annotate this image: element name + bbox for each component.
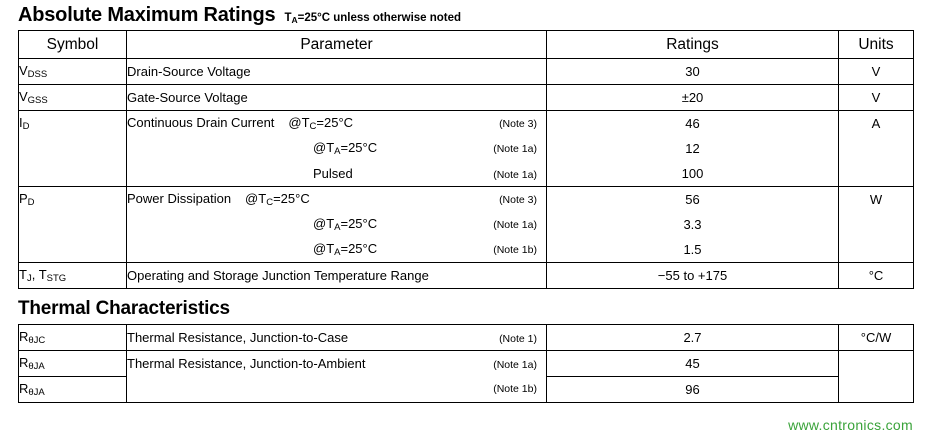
column-header-symbol: Symbol bbox=[19, 31, 127, 59]
parameter-label: Power Dissipation bbox=[127, 191, 232, 206]
table-row bbox=[19, 59, 914, 85]
absolute-maximum-ratings-table bbox=[18, 30, 914, 289]
condition-suffix: =25°C bbox=[340, 140, 378, 155]
row-parameter bbox=[127, 85, 547, 111]
heading-condition-note bbox=[284, 12, 461, 25]
row-rating: 3.3 bbox=[547, 212, 839, 237]
symbol-main: R bbox=[19, 381, 29, 396]
symbol-subscript-2: STG bbox=[46, 273, 67, 284]
row-rating: −55 to +175 bbox=[547, 263, 839, 289]
symbol-subscript: θJA bbox=[28, 387, 45, 398]
symbol-main: V bbox=[19, 63, 28, 78]
symbol-main: I bbox=[19, 115, 23, 130]
row-parameter bbox=[127, 59, 547, 85]
symbol-subscript: GSS bbox=[27, 95, 48, 106]
row-rating: 96 bbox=[547, 377, 839, 403]
row-unit bbox=[839, 212, 914, 237]
symbol-main: V bbox=[19, 89, 28, 104]
parameter-label: Operating and Storage Junction Temperature Range bbox=[127, 268, 429, 283]
row-symbol bbox=[19, 161, 127, 187]
row-unit bbox=[839, 351, 914, 377]
row-unit: A bbox=[839, 111, 914, 137]
condition-subscript: C bbox=[309, 121, 317, 132]
row-unit: V bbox=[839, 85, 914, 111]
condition-suffix: =25°C bbox=[316, 115, 354, 130]
symbol-subscript: DSS bbox=[27, 69, 48, 80]
table-row bbox=[19, 377, 914, 403]
row-symbol bbox=[19, 237, 127, 263]
condition-suffix: =25°C bbox=[340, 216, 378, 231]
symbol-subscript: D bbox=[27, 197, 35, 208]
heading-note-prefix: T bbox=[284, 12, 292, 24]
symbol-main: R bbox=[19, 329, 29, 344]
row-rating: 100 bbox=[547, 161, 839, 187]
parameter-note: (Note 1a) bbox=[493, 169, 537, 181]
table-row bbox=[19, 111, 914, 137]
row-rating: 30 bbox=[547, 59, 839, 85]
table-row bbox=[19, 351, 914, 377]
row-parameter bbox=[127, 187, 547, 213]
row-parameter bbox=[127, 111, 547, 137]
parameter-label: Thermal Resistance, Junction-to-Ambient bbox=[127, 356, 366, 372]
table-row bbox=[19, 325, 914, 351]
thermal-characteristics-heading bbox=[18, 289, 913, 324]
row-parameter bbox=[127, 351, 547, 377]
condition-subscript: A bbox=[334, 247, 341, 258]
condition-suffix: =25°C bbox=[340, 241, 378, 256]
symbol-main-2: , T bbox=[31, 267, 47, 282]
page-title: Absolute Maximum Ratings bbox=[18, 4, 276, 26]
symbol-subscript: θJC bbox=[28, 335, 46, 346]
row-parameter bbox=[127, 325, 547, 351]
parameter-condition bbox=[313, 216, 377, 233]
section-title: Thermal Characteristics bbox=[18, 298, 230, 319]
parameter-label: Continuous Drain Current bbox=[127, 115, 275, 130]
condition-subscript: A bbox=[334, 146, 341, 157]
row-symbol bbox=[19, 187, 127, 213]
parameter-note: (Note 1) bbox=[499, 333, 537, 345]
table-row bbox=[19, 237, 914, 263]
table-row bbox=[19, 212, 914, 237]
table-header-row bbox=[19, 31, 914, 59]
parameter-condition bbox=[313, 140, 377, 157]
row-unit: °C bbox=[839, 263, 914, 289]
row-parameter bbox=[127, 212, 547, 237]
condition-prefix: @T bbox=[245, 191, 267, 206]
heading-note-subscript: A bbox=[291, 15, 298, 25]
column-header-parameter: Parameter bbox=[127, 31, 547, 59]
parameter-label: Gate-Source Voltage bbox=[127, 90, 248, 105]
parameter-condition bbox=[245, 191, 310, 208]
symbol-subscript: θJA bbox=[28, 361, 45, 372]
heading-note-suffix: =25°C unless otherwise noted bbox=[297, 12, 462, 24]
row-rating: 1.5 bbox=[547, 237, 839, 263]
symbol-main: R bbox=[19, 355, 29, 370]
parameter-condition bbox=[288, 115, 353, 132]
condition-subscript: A bbox=[334, 222, 341, 233]
condition-prefix: @T bbox=[288, 115, 310, 130]
condition-subscript: C bbox=[266, 197, 274, 208]
row-symbol bbox=[19, 351, 127, 377]
symbol-main: T bbox=[19, 267, 27, 282]
watermark-text: www.cntronics.com bbox=[788, 417, 913, 433]
row-parameter bbox=[127, 237, 547, 263]
parameter-note: (Note 1a) bbox=[493, 219, 537, 231]
row-unit bbox=[839, 136, 914, 161]
table-row bbox=[19, 85, 914, 111]
row-parameter bbox=[127, 263, 547, 289]
row-rating: 46 bbox=[547, 111, 839, 137]
row-unit: °C/W bbox=[839, 325, 914, 351]
symbol-subscript: J bbox=[26, 273, 32, 284]
condition-suffix: =25°C bbox=[273, 191, 310, 206]
row-unit bbox=[839, 161, 914, 187]
row-parameter bbox=[127, 161, 547, 187]
thermal-characteristics-table bbox=[18, 324, 914, 403]
row-symbol bbox=[19, 136, 127, 161]
row-rating: 12 bbox=[547, 136, 839, 161]
parameter-condition bbox=[313, 241, 377, 258]
row-symbol bbox=[19, 111, 127, 137]
condition-prefix: @T bbox=[313, 140, 335, 155]
absolute-maximum-ratings-heading bbox=[18, 0, 913, 30]
parameter-condition: Pulsed bbox=[313, 166, 353, 181]
table-row bbox=[19, 263, 914, 289]
table-row bbox=[19, 136, 914, 161]
table-row bbox=[19, 187, 914, 213]
column-header-units: Units bbox=[839, 31, 914, 59]
row-unit: V bbox=[839, 59, 914, 85]
row-unit bbox=[839, 377, 914, 403]
symbol-subscript: D bbox=[22, 121, 30, 132]
condition-prefix: @T bbox=[313, 216, 335, 231]
row-rating: 2.7 bbox=[547, 325, 839, 351]
parameter-note: (Note 1a) bbox=[493, 143, 537, 155]
symbol-main: P bbox=[19, 191, 28, 206]
row-unit bbox=[839, 237, 914, 263]
row-symbol bbox=[19, 85, 127, 111]
row-parameter bbox=[127, 377, 547, 403]
row-rating: ±20 bbox=[547, 85, 839, 111]
parameter-label: Thermal Resistance, Junction-to-Case bbox=[127, 330, 349, 345]
parameter-note: (Note 3) bbox=[499, 118, 537, 130]
row-symbol bbox=[19, 212, 127, 237]
condition-prefix: @T bbox=[313, 241, 335, 256]
parameter-note: (Note 1b) bbox=[493, 383, 537, 396]
row-symbol bbox=[19, 263, 127, 289]
parameter-label: Drain-Source Voltage bbox=[127, 64, 251, 79]
parameter-note: (Note 1a) bbox=[493, 359, 537, 372]
row-symbol bbox=[19, 325, 127, 351]
parameter-note: (Note 3) bbox=[499, 194, 537, 206]
row-unit: W bbox=[839, 187, 914, 213]
row-symbol bbox=[19, 377, 127, 403]
row-parameter bbox=[127, 136, 547, 161]
row-rating: 45 bbox=[547, 351, 839, 377]
row-symbol bbox=[19, 59, 127, 85]
table-row bbox=[19, 161, 914, 187]
parameter-note: (Note 1b) bbox=[493, 244, 537, 256]
row-rating: 56 bbox=[547, 187, 839, 213]
column-header-ratings: Ratings bbox=[547, 31, 839, 59]
